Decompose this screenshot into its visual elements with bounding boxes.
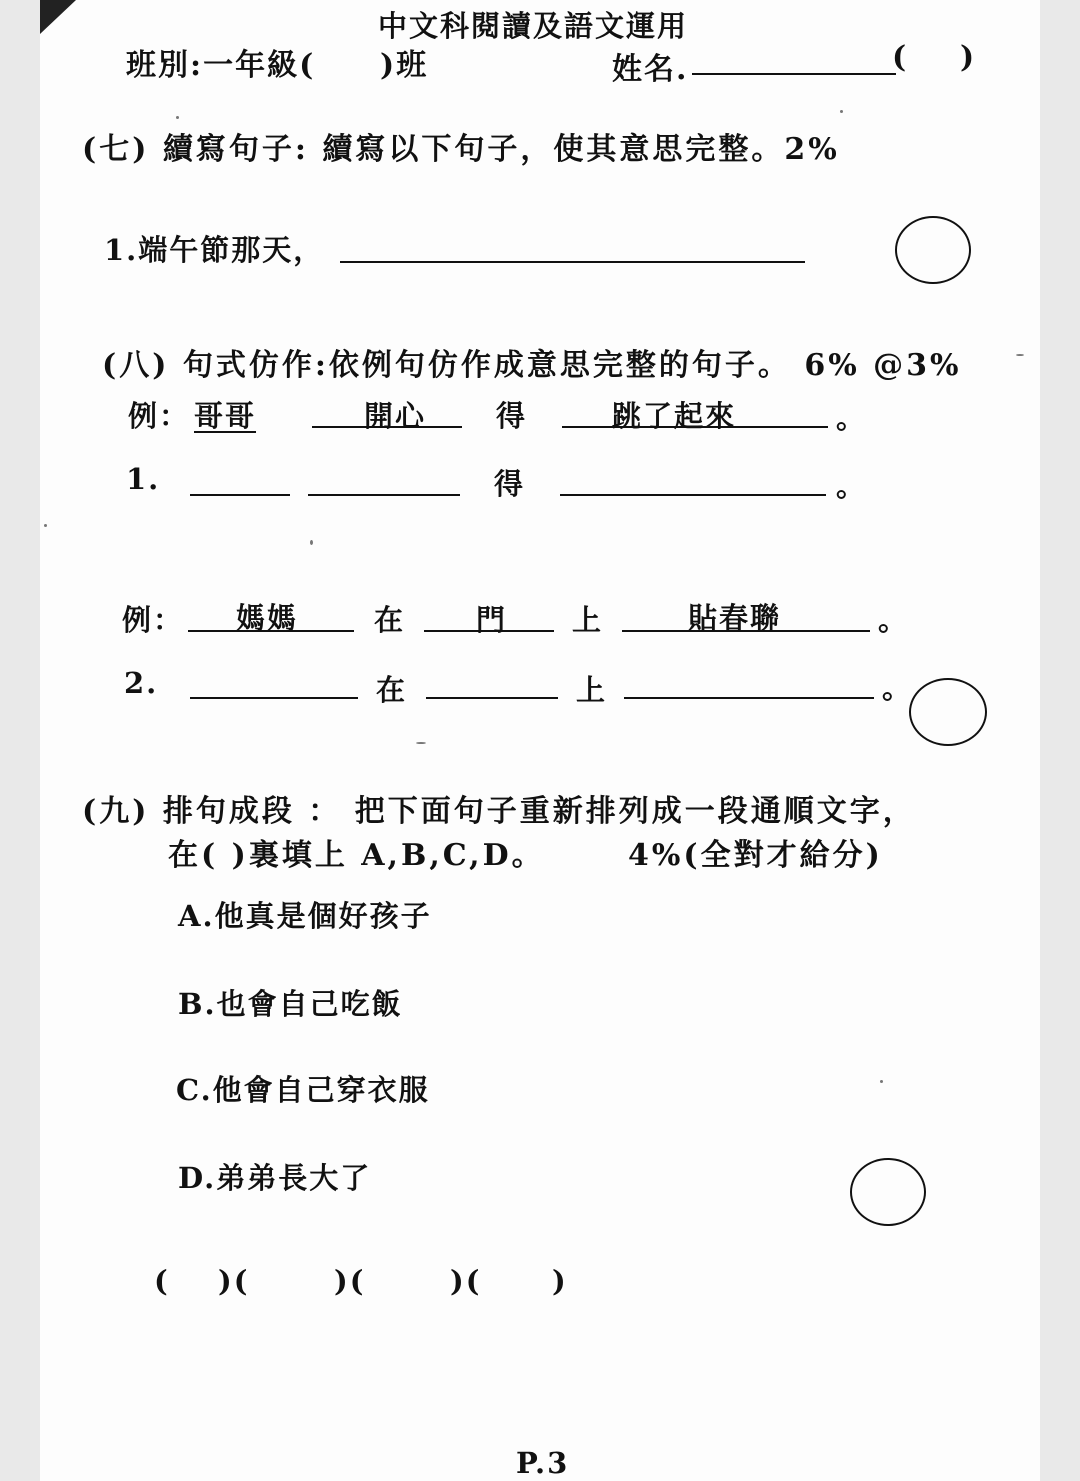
scan-speck [840,110,843,113]
section7-answer-line[interactable] [340,261,805,263]
ex2-shang: 上 [572,603,604,637]
option-d: D.弟弟長大了 [178,1161,372,1195]
q2-subject-line[interactable] [190,697,358,699]
q2-zai: 在 [376,673,408,707]
name-field[interactable] [692,73,896,75]
q1-subject-line[interactable] [190,494,290,496]
ex2-place: 門 [476,603,508,637]
q2-place-line[interactable] [426,697,558,699]
answer-slot-close[interactable]: ) [552,1264,568,1298]
ex2-zai: 在 [374,603,406,637]
corner-mark [40,0,76,34]
section7-item1: 1.端午節那天， [104,233,325,267]
scan-speck [310,540,313,545]
number-open: ( [892,40,909,75]
q1-end: 。 [836,469,868,503]
answer-slot-sep-3[interactable]: )( [450,1264,482,1298]
section9-heading-line1: (九) 排句成段 ： 把下面句子重新排列成一段通順文字， [82,794,916,829]
answer-slot-sep-2[interactable]: )( [334,1264,366,1298]
score-circle-7 [895,216,971,284]
option-b: B.也會自己吃飯 [178,987,403,1021]
class-label: 班別:一年級( [126,48,316,83]
q1-de: 得 [494,467,526,501]
scan-speck [416,742,426,744]
ex1-de: 得 [496,399,528,433]
scan-speck [44,524,47,527]
q2-shang: 上 [576,673,608,707]
scan-speck [176,116,179,119]
worksheet-page [40,0,1040,1481]
q2-end: 。 [882,671,914,705]
q1-result-line[interactable] [560,494,826,496]
option-c: C.他會自己穿衣服 [176,1073,430,1107]
q2-number: 2. [124,666,159,700]
answer-slot-open: ( [154,1264,170,1298]
ex2-end: 。 [878,603,910,637]
ex1-adj: 開心 [364,399,427,433]
ex2-action: 貼春聯 [688,601,782,635]
ex2-prefix: 例： [122,603,185,637]
ex1-prefix: 例： [128,399,191,433]
q1-adj-line[interactable] [308,494,460,496]
q1-number: 1. [126,462,161,496]
scan-speck [1016,354,1024,356]
option-a: A.他真是個好孩子 [178,899,432,933]
class-suffix: )班 [380,48,429,83]
page-title: 中文科閱讀及語文運用 [378,9,689,43]
number-close: ) [960,40,977,75]
ex1-end: 。 [836,401,868,435]
page-number: P.3 [516,1446,570,1480]
section8-heading: (八) 句式仿作:依例句仿作成意思完整的句子。 6% @3% [102,348,962,383]
section9-heading-line2: 在( )裏填上 A,B,C,D。 [168,838,545,873]
score-circle-9 [850,1158,926,1226]
answer-slot-sep-1[interactable]: )( [218,1264,250,1298]
q2-action-line[interactable] [624,697,874,699]
scan-speck [880,1080,883,1083]
section7-heading: (七) 續寫句子: 續寫以下句子，使其意思完整。2% [82,132,840,167]
name-label: 姓名. [612,52,689,87]
ex2-subject: 媽媽 [236,601,299,635]
section9-marks: 4%(全對才給分) [628,838,883,873]
score-circle-8 [909,678,987,746]
ex1-result: 跳了起來 [612,399,737,433]
ex1-subject: 哥哥 [194,399,257,433]
